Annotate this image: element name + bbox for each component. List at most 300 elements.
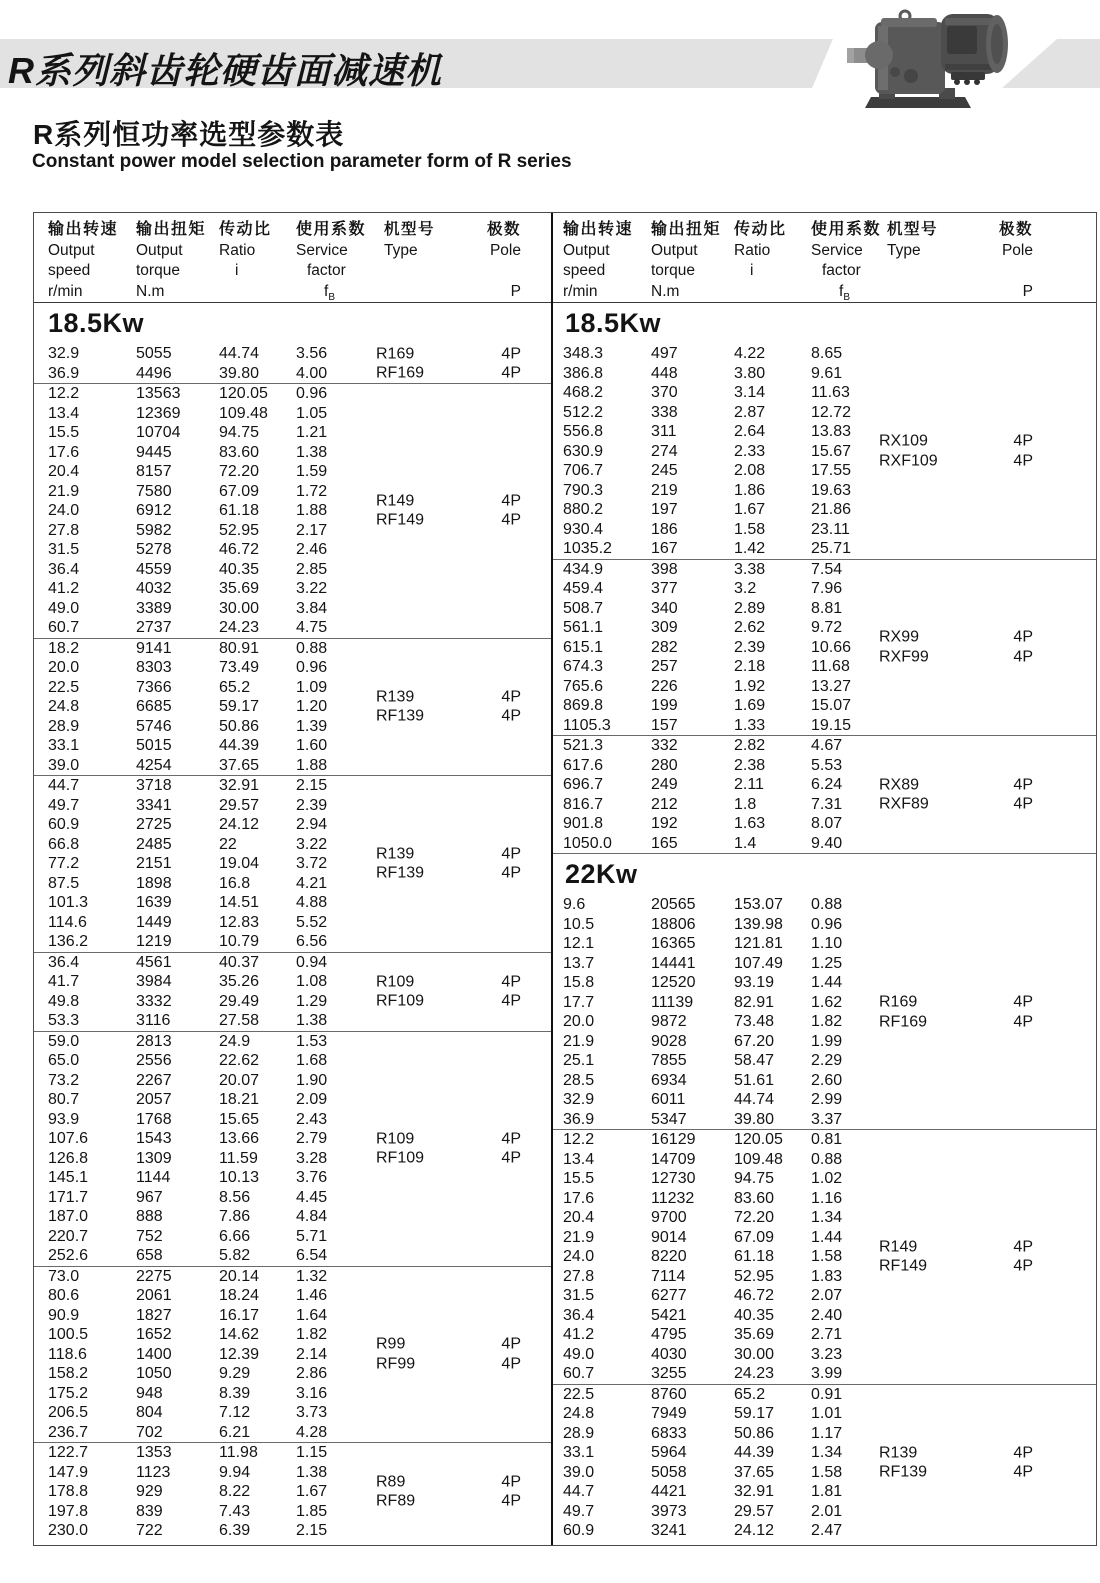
cell-factor: 0.88: [811, 1150, 843, 1168]
cell-torque: 8220: [651, 1248, 687, 1265]
cell-speed: 790.3: [563, 481, 604, 499]
cell-torque: 6277: [651, 1287, 687, 1304]
cell-ratio: 2.39: [734, 638, 766, 656]
cell-torque: 3341: [136, 796, 172, 814]
cell-speed: 348.3: [563, 345, 604, 362]
cell-ratio: 6.39: [219, 1522, 251, 1539]
cell-ratio: 1.67: [734, 501, 766, 518]
cell-factor: 4.88: [296, 894, 328, 911]
type-label: RF109: [376, 1149, 425, 1167]
cell-torque: 3332: [136, 992, 172, 1010]
type-pole-line: [376, 844, 551, 864]
cell-ratio: 35.69: [219, 580, 260, 597]
pole-label: 4P: [501, 1355, 521, 1373]
cell-speed: 122.7: [48, 1444, 89, 1461]
type-label: RX89: [879, 776, 920, 793]
model-group: [553, 736, 1096, 854]
table-row: [553, 716, 1096, 736]
table-row: [34, 1011, 551, 1031]
gear-reducer-image: [845, 2, 1017, 114]
cell-torque: 167: [651, 540, 678, 557]
cell-torque: 10704: [136, 424, 181, 441]
type-label: R149: [376, 492, 415, 510]
cell-ratio: 59.17: [734, 1405, 775, 1422]
cell-speed: 630.9: [563, 442, 604, 460]
cell-ratio: 8.56: [219, 1188, 251, 1206]
cell-factor: 0.94: [296, 953, 328, 971]
cell-speed: 197.8: [48, 1502, 89, 1520]
cell-factor: 1.20: [296, 698, 328, 715]
pole-label: 4P: [501, 1149, 521, 1167]
cell-speed: 561.1: [563, 619, 604, 636]
cell-ratio: 3.14: [734, 384, 766, 401]
cell-torque: 5015: [136, 737, 172, 754]
table-row: [553, 1110, 1096, 1130]
cell-ratio: 1.69: [734, 697, 766, 714]
pole-label: 4P: [1013, 1238, 1033, 1256]
cell-torque: 11139: [651, 993, 694, 1011]
table-row: [553, 579, 1096, 599]
cell-ratio: 7.43: [219, 1502, 251, 1520]
cell-speed: 187.0: [48, 1208, 89, 1225]
cell-factor: 1.29: [296, 992, 328, 1010]
cell-torque: 398: [651, 560, 678, 578]
page-title: R系列恒功率选型参数表: [33, 119, 345, 150]
cell-ratio: 22.62: [219, 1052, 260, 1069]
cell-torque: 282: [651, 638, 678, 656]
cell-torque: 5347: [651, 1110, 687, 1128]
cell-ratio: 37.65: [734, 1463, 775, 1481]
cell-ratio: 2.38: [734, 756, 766, 774]
pole-label: 4P: [501, 511, 521, 529]
cell-factor: 1.60: [296, 737, 328, 754]
cell-ratio: 59.17: [219, 698, 260, 715]
cell-speed: 65.0: [48, 1052, 80, 1069]
model-group: [553, 1385, 1096, 1541]
cell-ratio: 4.22: [734, 345, 766, 362]
cell-torque: 212: [651, 795, 678, 813]
cell-factor: 17.55: [811, 462, 852, 479]
cell-torque: 8760: [651, 1385, 687, 1403]
header-line: 极数: [998, 221, 1033, 238]
type-label: RF169: [376, 364, 425, 382]
cell-factor: 1.39: [296, 717, 328, 735]
cell-torque: 6912: [136, 502, 172, 519]
cell-torque: 249: [651, 776, 678, 793]
pole-label: 4P: [1013, 1444, 1033, 1461]
cell-factor: 1.58: [811, 1248, 843, 1265]
cell-ratio: 11.59: [219, 1149, 258, 1167]
model-group: [34, 1443, 551, 1541]
pole-label: 4P: [501, 707, 521, 725]
cell-factor: 1.38: [296, 443, 328, 461]
cell-torque: 340: [651, 599, 678, 617]
cell-torque: 7366: [136, 678, 172, 696]
cell-speed: 147.9: [48, 1463, 89, 1481]
column-header-torque: [651, 220, 734, 308]
cell-torque: 157: [651, 716, 678, 734]
table-row: [553, 915, 1096, 935]
cell-factor: 3.28: [296, 1149, 328, 1167]
cell-factor: 3.73: [296, 1404, 328, 1421]
type-pole-line: [879, 775, 1096, 795]
cell-factor: 3.76: [296, 1169, 328, 1186]
model-group: [34, 384, 551, 639]
cell-speed: 49.7: [563, 1502, 595, 1520]
cell-ratio: 52.95: [734, 1267, 775, 1285]
cell-factor: 1.82: [296, 1326, 328, 1343]
cell-speed: 80.6: [48, 1287, 80, 1304]
cell-ratio: 11.98: [219, 1444, 258, 1461]
cell-factor: 0.96: [296, 385, 328, 402]
table-row: [553, 736, 1096, 756]
header-line: Type: [887, 241, 921, 259]
cell-torque: 5058: [651, 1463, 687, 1481]
table-row: [553, 1364, 1096, 1384]
table-row: [553, 500, 1096, 520]
header-line: N.m: [136, 282, 165, 300]
cell-factor: 4.45: [296, 1188, 328, 1206]
cell-speed: 20.0: [48, 659, 80, 676]
cell-ratio: 1.33: [734, 716, 766, 734]
cell-factor: 2.17: [296, 521, 328, 539]
cell-speed: 869.8: [563, 697, 604, 714]
header-line: 输出转速: [48, 221, 119, 238]
cell-torque: 7949: [651, 1405, 687, 1422]
banner-title: R系列斜齿轮硬齿面减速机: [8, 50, 442, 91]
table-row: [553, 973, 1096, 993]
cell-speed: 36.9: [48, 364, 80, 382]
type-pole-line: [376, 707, 551, 727]
cell-factor: 19.63: [811, 481, 852, 499]
pole-label: 4P: [501, 845, 521, 863]
pole-label: 4P: [501, 1473, 521, 1491]
cell-ratio: 1.86: [734, 481, 766, 499]
cell-factor: 3.22: [296, 580, 328, 597]
cell-ratio: 83.60: [219, 443, 260, 461]
cell-speed: 615.1: [563, 638, 604, 656]
type-pole-label: [879, 1237, 1096, 1276]
cell-ratio: 7.86: [219, 1208, 251, 1225]
cell-torque: 3984: [136, 973, 172, 990]
cell-ratio: 58.47: [734, 1052, 775, 1069]
type-pole-line: [879, 647, 1096, 667]
pole-label: 4P: [1013, 432, 1033, 450]
cell-torque: 309: [651, 619, 678, 636]
cell-factor: 9.40: [811, 834, 843, 852]
cell-torque: 12520: [651, 974, 696, 991]
model-group: [34, 1267, 551, 1444]
type-label: R89: [376, 1473, 406, 1491]
type-label: R139: [376, 845, 415, 863]
cell-torque: 497: [651, 345, 678, 362]
cell-factor: 1.99: [811, 1032, 843, 1050]
cell-factor: 1.02: [811, 1170, 843, 1187]
cell-speed: 15.5: [48, 424, 80, 441]
cell-factor: 1.53: [296, 1032, 328, 1050]
type-label: R139: [376, 688, 415, 706]
table-row: [553, 520, 1096, 540]
header-line: i: [750, 262, 754, 279]
table-row: [553, 1286, 1096, 1306]
cell-speed: 521.3: [563, 737, 604, 754]
cell-torque: 7114: [651, 1267, 686, 1285]
cell-speed: 1035.2: [563, 540, 612, 557]
cell-speed: 101.3: [48, 894, 89, 911]
cell-factor: 1.09: [296, 678, 328, 696]
cell-torque: 332: [651, 737, 678, 754]
cell-speed: 206.5: [48, 1404, 89, 1421]
table-row: [553, 1130, 1096, 1150]
cell-ratio: 14.51: [219, 894, 260, 911]
cell-factor: 1.38: [296, 1012, 328, 1029]
column-header-factor: [811, 220, 893, 308]
type-pole-label: [879, 993, 1096, 1032]
cell-speed: 60.9: [48, 816, 80, 833]
cell-speed: 20.4: [563, 1209, 595, 1226]
cell-ratio: 44.39: [219, 737, 260, 754]
cell-ratio: 22: [219, 835, 237, 853]
cell-speed: 706.7: [563, 462, 604, 479]
cell-speed: 36.9: [563, 1110, 595, 1128]
type-pole-label: [879, 628, 1096, 667]
cell-ratio: 1.42: [734, 540, 766, 557]
table-row: [553, 1051, 1096, 1071]
table-row: [553, 560, 1096, 580]
table-row: [553, 1208, 1096, 1228]
table-row: [553, 834, 1096, 854]
column-header-ratio: [734, 220, 811, 308]
cell-ratio: 120.05: [219, 385, 268, 402]
table-row: [553, 1032, 1096, 1052]
cell-factor: 2.79: [296, 1130, 328, 1147]
cell-torque: 14441: [651, 954, 696, 972]
cell-factor: 1.46: [296, 1287, 328, 1304]
column-headers: [34, 213, 551, 303]
table-row: [34, 1423, 551, 1443]
cell-factor: 0.88: [296, 639, 328, 657]
type-label: RXF89: [879, 795, 929, 813]
header-line: 输出扭矩: [136, 221, 207, 238]
cell-torque: 9014: [651, 1228, 687, 1246]
table-row: [34, 1227, 551, 1247]
type-pole-line: [376, 1335, 551, 1355]
cell-ratio: 20.07: [219, 1071, 260, 1089]
cell-ratio: 12.83: [219, 913, 260, 931]
power-section-header: 18.5Kw: [565, 308, 662, 338]
cell-ratio: 107.49: [734, 954, 783, 972]
cell-factor: 7.54: [811, 560, 843, 578]
cell-speed: 49.8: [48, 992, 80, 1010]
table-row: [34, 953, 551, 973]
table-row: [34, 384, 551, 404]
type-label: R169: [376, 345, 415, 362]
pole-label: 4P: [501, 492, 521, 510]
type-pole-label: [879, 432, 1096, 471]
type-label: RXF99: [879, 648, 929, 666]
cell-torque: 6685: [136, 698, 172, 715]
header-line: 输出扭矩: [651, 221, 722, 238]
cell-torque: 967: [136, 1188, 163, 1206]
cell-torque: 1543: [136, 1130, 172, 1147]
header-line: $f_B$: [839, 282, 850, 303]
cell-ratio: 2.11: [734, 776, 764, 793]
cell-speed: 24.0: [563, 1248, 595, 1265]
cell-factor: 3.23: [811, 1345, 843, 1363]
cell-speed: 41.2: [563, 1326, 595, 1343]
header-line: N.m: [651, 282, 680, 300]
cell-torque: 9028: [651, 1032, 687, 1050]
cell-factor: 15.67: [811, 442, 852, 460]
cell-torque: 377: [651, 580, 678, 597]
cell-ratio: 46.72: [734, 1287, 775, 1304]
cell-torque: 1768: [136, 1110, 172, 1128]
cell-factor: 4.67: [811, 737, 843, 754]
cell-ratio: 39.80: [219, 364, 260, 382]
pole-label: 4P: [501, 1335, 521, 1353]
cell-torque: 929: [136, 1483, 163, 1500]
cell-torque: 5421: [651, 1306, 687, 1324]
cell-factor: 4.75: [296, 619, 328, 636]
cell-torque: 199: [651, 697, 678, 714]
cell-speed: 36.4: [48, 953, 80, 971]
cell-factor: 1.82: [811, 1013, 843, 1030]
cell-factor: 7.96: [811, 580, 843, 597]
cell-factor: 1.88: [296, 502, 328, 519]
cell-torque: 338: [651, 403, 678, 421]
cell-speed: 53.3: [48, 1012, 80, 1029]
cell-torque: 12730: [651, 1170, 696, 1187]
cell-torque: 658: [136, 1247, 163, 1264]
pole-label: 4P: [501, 1130, 521, 1147]
table-row: [34, 599, 551, 619]
type-pole-line: [376, 1149, 551, 1169]
cell-ratio: 35.69: [734, 1326, 775, 1343]
cell-speed: 674.3: [563, 658, 604, 675]
cell-factor: 5.71: [296, 1227, 328, 1245]
table-row: [34, 1306, 551, 1326]
cell-torque: 311: [651, 423, 677, 440]
type-label: RF169: [879, 1013, 928, 1030]
cell-speed: 90.9: [48, 1306, 80, 1324]
cell-ratio: 18.24: [219, 1287, 260, 1304]
cell-ratio: 24.12: [734, 1522, 775, 1539]
cell-speed: 880.2: [563, 501, 604, 518]
header-line: P: [1022, 282, 1033, 300]
cell-factor: 1.44: [811, 1228, 843, 1246]
cell-ratio: 109.48: [734, 1150, 783, 1168]
type-pole-label: [376, 1472, 551, 1511]
cell-ratio: 44.39: [734, 1444, 775, 1461]
cell-speed: 66.8: [48, 835, 80, 853]
cell-speed: 21.9: [48, 482, 80, 500]
type-pole-line: [376, 992, 551, 1012]
cell-ratio: 19.04: [219, 855, 260, 872]
cell-factor: 5.53: [811, 756, 843, 774]
cell-ratio: 40.35: [219, 560, 260, 578]
header-line: 传动比: [734, 221, 787, 238]
header-line: Pole: [489, 241, 521, 259]
cell-ratio: 1.92: [734, 677, 766, 695]
table-row: [34, 560, 551, 580]
table-row: [553, 677, 1096, 697]
cell-ratio: 5.82: [219, 1247, 251, 1264]
cell-ratio: 46.72: [219, 541, 260, 558]
cell-speed: 39.0: [563, 1463, 595, 1481]
cell-torque: 9445: [136, 443, 172, 461]
cell-ratio: 73.49: [219, 659, 260, 676]
model-group: [34, 1032, 551, 1267]
cell-ratio: 94.75: [219, 424, 260, 441]
cell-speed: 31.5: [48, 541, 80, 558]
cell-factor: 1.34: [811, 1444, 843, 1461]
cell-torque: 888: [136, 1208, 163, 1225]
type-pole-line: [376, 687, 551, 707]
type-pole-line: [879, 1443, 1096, 1463]
table-row: [34, 1286, 551, 1306]
header-line: 使用系数: [296, 221, 367, 238]
cell-speed: 59.0: [48, 1032, 80, 1050]
cell-factor: 3.37: [811, 1110, 843, 1128]
cell-speed: 230.0: [48, 1522, 89, 1539]
cell-speed: 126.8: [48, 1149, 89, 1167]
cell-torque: 2275: [136, 1267, 172, 1285]
cell-factor: 1.90: [296, 1071, 328, 1089]
type-pole-headers: [384, 220, 551, 302]
cell-torque: 948: [136, 1384, 163, 1402]
table-row: [34, 1188, 551, 1208]
header-line: Service: [296, 241, 348, 259]
table-row: [553, 1169, 1096, 1189]
header-line: factor: [307, 262, 346, 279]
table-row: [553, 1150, 1096, 1170]
cell-speed: 12.1: [563, 935, 595, 952]
cell-torque: 6833: [651, 1424, 687, 1442]
type-pole-line: [879, 993, 1096, 1013]
cell-speed: 22.5: [563, 1385, 595, 1403]
cell-factor: 6.56: [296, 933, 328, 950]
cell-torque: 280: [651, 756, 678, 774]
cell-ratio: 32.91: [734, 1483, 775, 1500]
cell-speed: 765.6: [563, 677, 604, 695]
cell-speed: 36.4: [48, 560, 80, 578]
cell-factor: 8.81: [811, 599, 843, 617]
cell-torque: 1898: [136, 874, 172, 892]
cell-ratio: 139.98: [734, 915, 783, 933]
column-header-ratio: [219, 220, 296, 308]
type-pole-label: [376, 491, 551, 530]
column-header-type: [384, 220, 435, 302]
cell-speed: 178.8: [48, 1483, 89, 1500]
cell-torque: 4496: [136, 364, 172, 382]
type-label: RX99: [879, 628, 920, 646]
cell-factor: 2.09: [296, 1091, 328, 1108]
cell-ratio: 80.91: [219, 639, 260, 657]
type-pole-line: [879, 1463, 1096, 1483]
cell-speed: 17.7: [563, 993, 595, 1011]
table-row: [553, 1325, 1096, 1345]
cell-factor: 9.61: [811, 364, 843, 382]
cell-factor: 1.85: [296, 1502, 328, 1520]
pole-label: 4P: [1013, 452, 1033, 470]
cell-speed: 114.6: [48, 913, 87, 931]
cell-speed: 12.2: [563, 1131, 595, 1148]
cell-factor: 0.81: [811, 1131, 843, 1148]
header-line: Service: [811, 241, 863, 259]
cell-factor: 1.62: [811, 993, 843, 1011]
column-header-factor: [296, 220, 378, 308]
table-row: [34, 736, 551, 756]
